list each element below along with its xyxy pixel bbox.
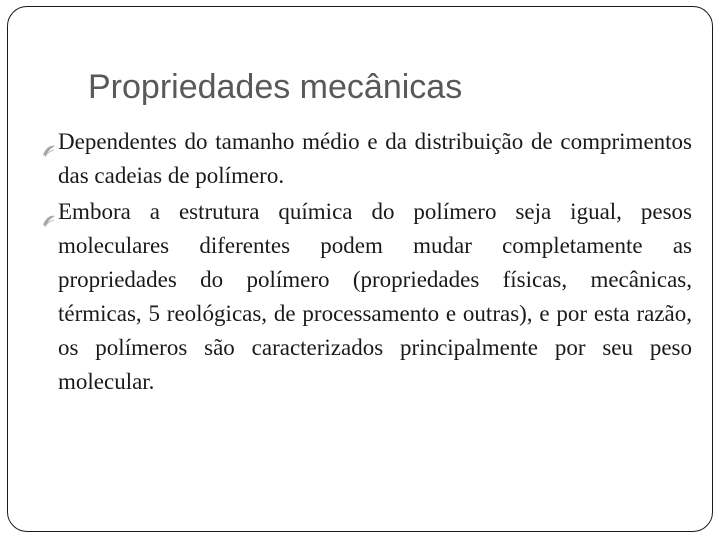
swoosh-bullet-icon (42, 134, 56, 148)
bullet-item (58, 195, 692, 399)
bullet-list (58, 125, 692, 399)
bullet-text: Embora a estrutura química do polímero seja igual, pesos moleculares diferentes podem mudar completamente as propriedades do polímero (propriedades físicas, mecânicas, térmicas, 5 reológicas, de processamento e outras), e por esta razão, os polímeros são caracterizados principalmente por seu peso molecular. (58, 199, 692, 394)
swoosh-bullet-icon (42, 204, 56, 218)
slide-frame (7, 6, 713, 532)
slide-title: Propriedades mecânicas (88, 68, 463, 106)
bullet-item (58, 125, 692, 193)
bullet-text: Dependentes do tamanho médio e da distribuição de comprimentos das cadeias de polímero. (58, 129, 692, 188)
